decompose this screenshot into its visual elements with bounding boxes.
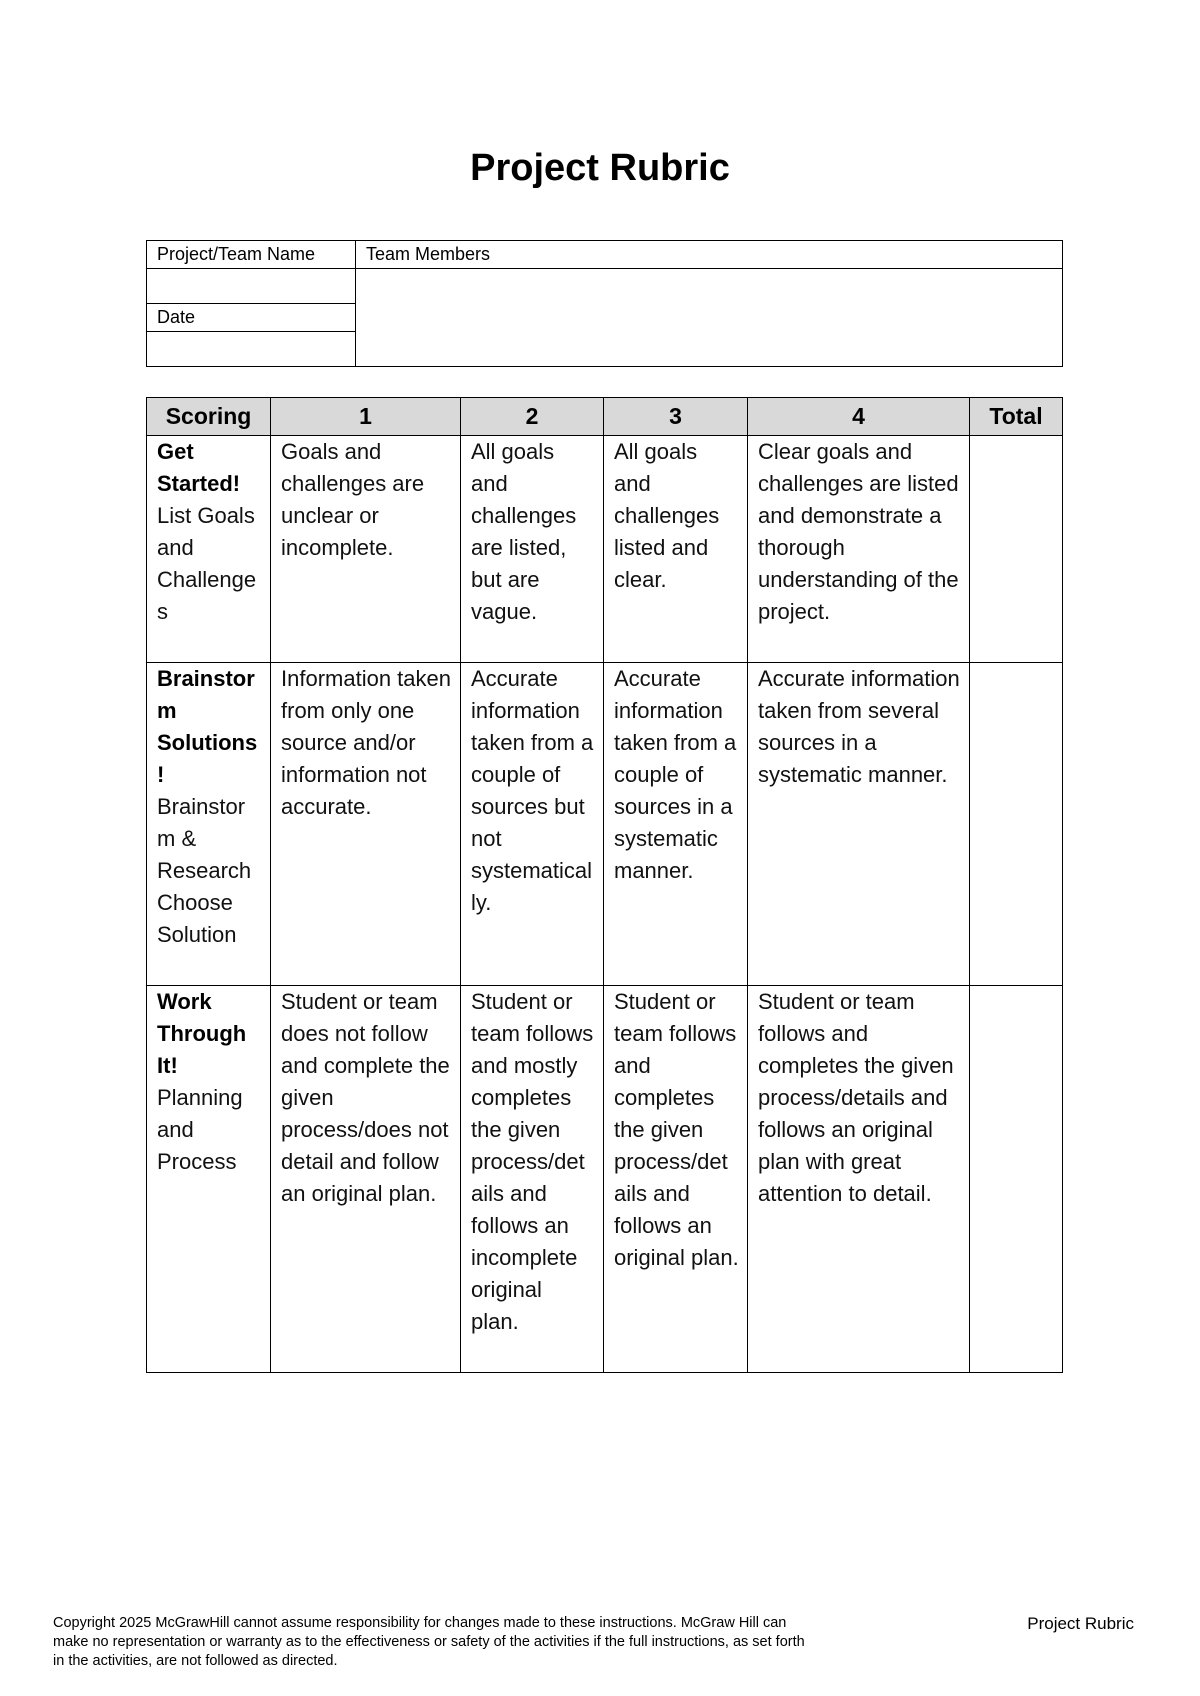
footer-document-title: Project Rubric (1027, 1614, 1134, 1633)
criterion-cell (147, 663, 271, 986)
project-name-label: Project/Team Name (147, 241, 356, 269)
rubric-table (146, 397, 1063, 1373)
rubric-row-brainstorm (147, 663, 1063, 986)
header-scoring: Scoring (147, 398, 271, 436)
total-cell[interactable] (970, 436, 1063, 663)
level-3-cell: All goals and challenges listed and clear. (604, 436, 748, 663)
total-cell[interactable] (970, 986, 1063, 1373)
criterion-title: Brainstorm Solutions! (157, 666, 258, 787)
level-2-cell: All goals and challenges are listed, but are vague. (461, 436, 604, 663)
header-total: Total (970, 398, 1063, 436)
header-level-2: 2 (461, 398, 604, 436)
header-level-3: 3 (604, 398, 748, 436)
criterion-title: Work Through It! (157, 989, 247, 1078)
level-2-cell: Accurate information taken from a couple of sources but not systematically. (461, 663, 604, 986)
rubric-row-get-started (147, 436, 1063, 663)
date-label: Date (147, 304, 356, 332)
date-field[interactable] (147, 332, 356, 367)
criterion-subtitle: List Goals and Challenges (157, 503, 257, 624)
team-members-field[interactable] (356, 269, 1063, 367)
criterion-subtitle: Brainstorm & Research Choose Solution (157, 794, 252, 947)
level-1-cell: Student or team does not follow and complete the given process/does not detail and follow an original plan. (271, 986, 461, 1373)
level-4-cell: Clear goals and challenges are listed and demonstrate a thorough understanding of the project. (748, 436, 970, 663)
criterion-cell (147, 986, 271, 1373)
rubric-row-work-through (147, 986, 1063, 1373)
criterion-subtitle: Planning and Process (157, 1085, 243, 1174)
project-info-table (146, 240, 1063, 367)
header-level-1: 1 (271, 398, 461, 436)
level-3-cell: Student or team follows and completes the given process/details and follows an original plan. (604, 986, 748, 1373)
project-name-field[interactable] (147, 269, 356, 304)
page-title: Project Rubric (470, 147, 730, 189)
team-members-label: Team Members (356, 241, 1063, 269)
copyright-notice: Copyright 2025 McGrawHill cannot assume responsibility for changes made to these instructions. McGraw Hill can make no representation or warranty as to the effectiveness or safety of the activities if the full instructions, as set forth in the activities, are not followed as directed. (53, 1615, 805, 1669)
level-1-cell: Information taken from only one source and/or information not accurate. (271, 663, 461, 986)
total-cell[interactable] (970, 663, 1063, 986)
header-level-4: 4 (748, 398, 970, 436)
criterion-title: Get Started! (157, 439, 241, 496)
level-2-cell: Student or team follows and mostly completes the given process/details and follows an incomplete original plan. (461, 986, 604, 1373)
level-3-cell: Accurate information taken from a couple of sources in a systematic manner. (604, 663, 748, 986)
level-1-cell: Goals and challenges are unclear or incomplete. (271, 436, 461, 663)
criterion-cell (147, 436, 271, 663)
level-4-cell: Student or team follows and completes the given process/details and follows an original plan with great attention to detail. (748, 986, 970, 1373)
level-4-cell: Accurate information taken from several sources in a systematic manner. (748, 663, 970, 986)
